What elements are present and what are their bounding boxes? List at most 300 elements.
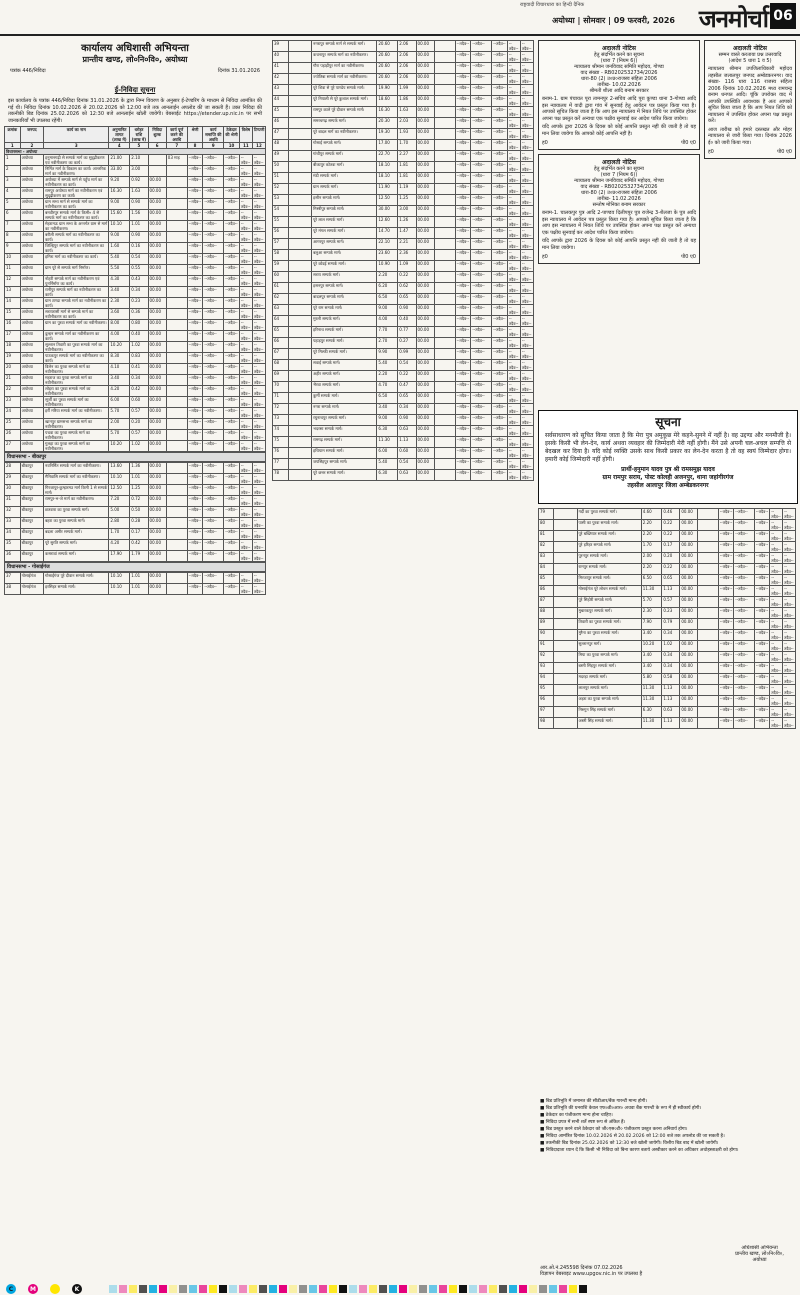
cell-dash: --तदैव-- — [203, 177, 224, 188]
cell-work: हसीन सम्पर्क मार्ग। — [312, 195, 377, 206]
notice3-sig-left: ह0 — [708, 149, 714, 155]
cell-time — [698, 509, 719, 520]
cell-cost: 10.10 — [109, 221, 130, 232]
cell-district — [288, 404, 311, 415]
cell-dash: --तदैव-- — [784, 685, 794, 695]
cell-cost: 1.70 — [641, 542, 662, 553]
cell-dash: --तदैव-- — [520, 261, 533, 272]
newspaper-title: जनमोर्चा — [698, 4, 768, 33]
cell-dash: --तदैव-- — [455, 74, 471, 85]
cell-district — [288, 437, 311, 448]
cell-dash: --तदैव-- — [203, 474, 224, 485]
cell-number: 10 — [5, 254, 21, 265]
cell-district: अयोध्या — [20, 166, 43, 177]
cell-dash: --तदैव-- — [471, 228, 492, 239]
cell-time — [698, 718, 719, 729]
masthead-tagline: राष्ट्रवादी विचारधारा का हिन्दी दैनिक — [520, 2, 585, 8]
cell-work: कसरावां सम्पर्क मार्ग। — [44, 551, 109, 562]
cell-emd: 0.72 — [130, 496, 148, 507]
cell-dash: --तदैव-- — [224, 485, 240, 496]
table-row — [5, 485, 266, 496]
cell-number: 6 — [5, 210, 21, 221]
cell-fee: 00.00 — [416, 41, 434, 52]
cell-fee: 00.00 — [148, 232, 166, 243]
cell-dash: --तदैव-- — [239, 265, 252, 276]
cell-dash: --तदैव-- — [239, 485, 252, 496]
cell-dash: --तदैव-- — [471, 338, 492, 349]
cell-dash: --तदैव-- — [492, 360, 508, 371]
cell-dash: --तदैव-- — [718, 707, 733, 718]
cell-work: सरायरासी मार्ग से सम्पर्क मार्ग का नवीनीकरण का कार्य। — [44, 309, 109, 320]
cell-dash: --तदैव-- — [718, 542, 733, 553]
cell-district — [554, 564, 577, 575]
cell-fee: 00.00 — [680, 707, 698, 718]
cell-dash: --तदैव-- — [507, 371, 520, 382]
cell-dash: --तदैव-- — [455, 140, 471, 151]
cell-emd: 1.01 — [130, 221, 148, 232]
cell-district — [554, 663, 577, 674]
cell-dash: --तदैव-- — [754, 553, 769, 564]
tender-title: ई-निविदा सूचना — [114, 86, 156, 94]
cell-work: पूरे लाल सम्पर्क मार्ग। — [312, 217, 377, 228]
cell-fee: 00.00 — [680, 718, 698, 729]
cell-fee: 00.00 — [416, 404, 434, 415]
cell-dash: --तदैव-- — [224, 265, 240, 276]
notice3-body: न्यायालय श्रीमान उपजिलाधिकारी महोदय तहसील जलालपुर जनपद अम्बेडकरनगर। वाद संख्या- 116 धारा 116 राजस्व संहिता 2006 दिनांक 10.02.2026 मध्य रामचन्द्र बनाम धनपत आदि। चूंकि उपरोक्त वाद में आपकी उपस्थिति आवश्यक है अतः आपको सूचित किया जाता है कि आप नियत तिथि को न्यायालय में उपस्थित होकर अपना पक्ष प्रस्तुत करें। — [708, 66, 792, 124]
cell-dash: --तदैव-- — [734, 509, 755, 520]
cell-cost: 2.70 — [377, 338, 398, 349]
cell-cost: 9.20 — [109, 177, 130, 188]
cell-fee: 00.00 — [680, 685, 698, 696]
cell-cost: 8.30 — [109, 353, 130, 364]
cell-dash: --तदैव-- — [507, 151, 520, 162]
cell-dash: --तदैव-- — [203, 254, 224, 265]
section-label: विधानसभा - अयोध्या — [5, 149, 266, 155]
cell-cost: 21.00 — [109, 155, 130, 166]
color-swatch — [249, 1285, 257, 1293]
cell-cost: 3.40 — [641, 663, 662, 674]
cell-dash: --तदैव-- — [187, 188, 203, 199]
cell-dash: --तदैव-- — [718, 575, 733, 586]
cell-district: अयोध्या — [20, 287, 43, 298]
cell-dash: --तदैव-- — [507, 63, 520, 74]
cell-dash: --तदैव-- — [718, 619, 733, 630]
cell-emd: 2.27 — [398, 151, 416, 162]
cell-dash: --तदैव-- — [520, 426, 533, 437]
cell-fee: 00.00 — [416, 217, 434, 228]
cell-dash: --तदैव-- — [492, 283, 508, 294]
cell-dash: --तदैव-- — [718, 630, 733, 641]
cell-dash: --तदैव-- — [224, 342, 240, 353]
cell-dash: --तदैव-- — [718, 586, 733, 597]
cell-dash: --तदैव-- — [455, 448, 471, 459]
cell-dash: --तदैव-- — [754, 630, 769, 641]
cell-time — [166, 298, 187, 309]
cell-fee: 00.00 — [148, 265, 166, 276]
cell-dash: --तदैव-- — [224, 474, 240, 485]
cell-dash: --तदैव-- — [471, 360, 492, 371]
cell-dash: --तदैव-- — [455, 41, 471, 52]
cell-dash: --तदैव-- — [203, 243, 224, 254]
cell-dash: --तदैव-- — [187, 199, 203, 210]
cell-time — [698, 674, 719, 685]
cell-emd: 0.23 — [662, 608, 680, 619]
section-goshainganj: विधानसभा - गोसाईगंज — [4, 562, 266, 572]
table-colnum-10: 10 — [224, 143, 240, 149]
cell-dash: --तदैव-- — [784, 641, 794, 651]
cell-work: अहीर सम्पर्क मार्ग। — [312, 371, 377, 382]
table-row — [5, 496, 266, 507]
cell-dash: --तदैव-- — [771, 685, 781, 695]
cell-fee: 00.00 — [148, 551, 166, 562]
cell-dash: --तदैव-- — [520, 107, 533, 118]
cell-work: नगरा सम्पर्क मार्ग। — [312, 404, 377, 415]
cell-district: अयोध्या — [20, 331, 43, 342]
cell-work: रामगढ़ सम्पर्क मार्ग। — [312, 437, 377, 448]
cell-dash: --तदैव-- — [203, 265, 224, 276]
table-row — [5, 518, 266, 529]
cell-dash: --तदैव-- — [224, 441, 240, 452]
cell-district — [554, 575, 577, 586]
cell-dash: --तदैव-- — [771, 630, 781, 640]
cell-dash: --तदैव-- — [507, 118, 520, 129]
cell-dash: --तदैव-- — [718, 531, 733, 542]
cell-time — [166, 320, 187, 331]
cell-district — [288, 52, 311, 63]
cell-number: 65 — [273, 327, 289, 338]
cell-dash: --तदैव-- — [471, 162, 492, 173]
cell-time — [166, 309, 187, 320]
cell-number: 11 — [5, 265, 21, 276]
table-row — [5, 474, 266, 485]
cell-time — [698, 608, 719, 619]
cell-number: 28 — [5, 463, 21, 474]
cell-fee: 00.00 — [680, 575, 698, 586]
cell-dash: --तदैव-- — [520, 305, 533, 316]
table-row — [273, 173, 534, 184]
cell-work: हमिरा मार्ग का नवीनीकरण का कार्य। — [44, 254, 109, 265]
cell-emd: 0.20 — [130, 419, 148, 430]
cell-number: 8 — [5, 232, 21, 243]
color-swatch — [389, 1285, 397, 1293]
cell-work: जयसिंहपुर सम्पर्क मार्ग। — [312, 459, 377, 470]
cell-district: गोसाईगंज — [20, 573, 43, 584]
cell-dash: --तदैव-- — [252, 496, 265, 507]
cell-fee: 00.00 — [416, 74, 434, 85]
cell-number: 91 — [539, 641, 554, 652]
notice3-body2: आज तारीख को हमारे दस्तखत और मोहर न्यायालय से जारी किया गया। दिनांक 2026 ई० को जारी किया गया। — [708, 126, 792, 146]
cell-dash: --तदैव-- — [771, 674, 781, 684]
notice1-body2: यदि आपके द्वारा 2026 के दिवस को कोई आपत्ति प्रस्तुत नहीं की जाती है तो यह मान लिया जायेगा कि आपको कोई आपत्ति नहीं है। — [542, 124, 696, 137]
cell-dash: --तदैव-- — [492, 272, 508, 283]
cell-dash: --तदैव-- — [224, 397, 240, 408]
cell-fee: 00.00 — [416, 239, 434, 250]
cell-dash: --तदैव-- — [471, 74, 492, 85]
cell-dash: --तदैव-- — [520, 85, 533, 96]
cell-cost: 18.10 — [377, 162, 398, 173]
cell-dash: --तदैव-- — [734, 674, 755, 685]
cell-dash: --तदैव-- — [455, 305, 471, 316]
cell-emd: 0.42 — [130, 386, 148, 397]
cell-district — [554, 718, 577, 729]
cell-work: पचवा का पुरवा सम्पर्क मार्ग का नवीनीकरण। — [44, 430, 109, 441]
cell-fee: 00.00 — [148, 540, 166, 551]
table-row — [5, 331, 266, 342]
cell-cost: 13.60 — [109, 463, 130, 474]
table-row — [5, 386, 266, 397]
cell-time — [166, 353, 187, 364]
table-row — [273, 217, 534, 228]
cell-dash: --तदैव-- — [239, 375, 252, 386]
cell-dash: --तदैव-- — [203, 232, 224, 243]
cell-fee: 00.00 — [416, 85, 434, 96]
cell-number: 24 — [5, 408, 21, 419]
cell-number: 25 — [5, 419, 21, 430]
color-strip — [108, 1285, 588, 1293]
notices-column — [538, 40, 700, 390]
table-row — [5, 298, 266, 309]
cell-time — [434, 470, 455, 481]
cell-dash: --तदैव-- — [203, 540, 224, 551]
cell-dash: --तदैव-- — [507, 129, 520, 140]
cell-dash: --तदैव-- — [718, 674, 733, 685]
cell-dash: --तदैव-- — [754, 509, 769, 520]
cell-emd: 0.17 — [662, 542, 680, 553]
cell-dash: --तदैव-- — [734, 630, 755, 641]
color-swatch — [499, 1285, 507, 1293]
cell-cost: 5.40 — [377, 360, 398, 371]
cell-dash: --तदैव-- — [471, 371, 492, 382]
cell-district — [288, 239, 311, 250]
footnotes — [540, 1098, 794, 1248]
table-row — [5, 397, 266, 408]
cell-district: अयोध्या — [20, 221, 43, 232]
cell-dash: --तदैव-- — [224, 551, 240, 562]
cell-dash: --तदैव-- — [754, 520, 769, 531]
table-row — [273, 129, 534, 140]
cell-dash: --तदैव-- — [471, 41, 492, 52]
cell-dash: --तदैव-- — [492, 52, 508, 63]
color-swatch — [119, 1285, 127, 1293]
cell-dash: --तदैव-- — [203, 364, 224, 375]
cell-dash: --तदैव-- — [239, 177, 252, 188]
cell-time — [166, 573, 187, 584]
cell-dash: --तदैव-- — [784, 553, 794, 563]
cell-time — [698, 531, 719, 542]
cell-emd: 0.90 — [398, 415, 416, 426]
cell-emd: 1.01 — [130, 474, 148, 485]
cell-dash: --तदैव-- — [203, 155, 224, 166]
cell-number: 16 — [5, 320, 21, 331]
color-swatch — [319, 1285, 327, 1293]
cell-district: अयोध्या — [20, 320, 43, 331]
cell-cost: 10.10 — [109, 573, 130, 584]
table-row — [5, 353, 266, 364]
cell-cost: 10.20 — [641, 641, 662, 652]
cell-fee: 00.00 — [148, 210, 166, 221]
cell-dash: --तदैव-- — [784, 630, 794, 640]
cell-district — [288, 96, 311, 107]
cell-work: अहरा का पुरवा सम्पर्क मार्ग। — [577, 696, 641, 707]
cell-emd: 0.99 — [398, 349, 416, 360]
notice1-body: बनाम-1. ग्राम पंचायत पूरा तामनपुर 2-सचिव आदि पूरा कुण्डा थाना 3-गोण्डा आदि इस न्यायालय में वादी द्वारा गांव में सुनवाई हेतु आवेदन पत्र प्रस्तुत किया गया है। आपको सूचित किया जाता है कि आप इस न्यायालय में नियत तिथि पर उपस्थित होकर अपना पक्ष प्रस्तुत करें अन्यथा एक पक्षीय सुनवाई कर आदेश पारित किया जायेगा। — [542, 96, 696, 122]
cell-emd: 0.16 — [130, 243, 148, 254]
cell-dash: --तदैव-- — [520, 437, 533, 448]
cell-district — [554, 619, 577, 630]
cell-dash: --तदैव-- — [771, 619, 781, 629]
notice1-sig-left: ह0 — [542, 140, 548, 146]
cell-dash: --तदैव-- — [252, 529, 265, 540]
cell-time: 03 माह — [166, 155, 187, 166]
cell-dash: --तदैव-- — [471, 96, 492, 107]
cyan-mark: C — [6, 1284, 16, 1294]
cell-time — [166, 474, 187, 485]
cell-cost: 5.70 — [109, 408, 130, 419]
cell-dash: --तदैव-- — [239, 254, 252, 265]
cell-dash: --तदैव-- — [187, 463, 203, 474]
cell-dash: --तदैव-- — [203, 320, 224, 331]
cell-district — [288, 195, 311, 206]
cell-dash: --तदैव-- — [734, 586, 755, 597]
cell-dash: --तदैव-- — [492, 206, 508, 217]
cell-dash: --तदैव-- — [734, 696, 755, 707]
cell-cost: 19.90 — [377, 85, 398, 96]
cell-number: 27 — [5, 441, 21, 452]
cell-fee: 00.00 — [680, 509, 698, 520]
cell-dash: --तदैव-- — [734, 542, 755, 553]
cell-district — [288, 140, 311, 151]
cell-district — [288, 162, 311, 173]
color-swatch — [299, 1285, 307, 1293]
table-row — [273, 470, 534, 481]
cell-dash: --तदैव-- — [455, 360, 471, 371]
cell-dash: --तदैव-- — [187, 364, 203, 375]
table-row — [273, 206, 534, 217]
cell-dash: --तदैव-- — [455, 63, 471, 74]
cell-fee: 00.00 — [416, 470, 434, 481]
cell-cost: 11.30 — [377, 437, 398, 448]
cell-cost: 17.00 — [377, 140, 398, 151]
cell-dash: --तदैव-- — [187, 210, 203, 221]
color-swatch — [309, 1285, 317, 1293]
cell-dash: --तदैव-- — [492, 184, 508, 195]
cell-cost: 3.40 — [641, 630, 662, 641]
notice2-date: तारीख- 11.02.2026 — [597, 196, 641, 202]
cell-district — [554, 685, 577, 696]
cell-dash: --तदैव-- — [507, 283, 520, 294]
cell-emd: 0.47 — [398, 382, 416, 393]
cell-dash: --तदैव-- — [471, 239, 492, 250]
cell-emd: 0.90 — [130, 232, 148, 243]
cell-number: 72 — [273, 404, 289, 415]
cell-dash: --तदैव-- — [492, 437, 508, 448]
cell-dash: --तदैव-- — [784, 718, 794, 728]
color-swatch — [159, 1285, 167, 1293]
cell-dash: --तदैव-- — [520, 393, 533, 404]
cell-district — [288, 217, 311, 228]
cell-district — [288, 426, 311, 437]
cell-dash: --तदैव-- — [203, 375, 224, 386]
cell-dash: --तदैव-- — [239, 221, 252, 232]
notice2-case: वाद संख्या - RB0202532734/2026 — [580, 184, 658, 190]
cell-emd: 0.40 — [130, 331, 148, 342]
cell-dash: --तदैव-- — [507, 459, 520, 470]
cell-time — [166, 496, 187, 507]
cell-dash: --तदैव-- — [187, 397, 203, 408]
table-row — [273, 360, 534, 371]
table-row — [5, 551, 266, 562]
cell-district — [554, 553, 577, 564]
cell-work: बनवीरपुर सम्पर्क मार्ग के किमी० 4 से सम्पर्क मार्ग का नवीनीकरण का कार्य। — [44, 210, 109, 221]
cell-dash: --तदैव-- — [492, 74, 508, 85]
cell-number: 71 — [273, 393, 289, 404]
black-mark: K — [72, 1284, 82, 1294]
cell-emd: 0.77 — [398, 327, 416, 338]
table-header-12: टिप्पणी — [252, 127, 265, 143]
cell-cost: 16.30 — [377, 107, 398, 118]
cell-dash: --तदैव-- — [771, 707, 781, 717]
cell-dash: --तदैव-- — [471, 470, 492, 481]
cell-number: 96 — [539, 696, 554, 707]
cell-work: पूरे छत्तर सम्पर्क मार्ग। — [312, 470, 377, 481]
cell-dash: --तदैव-- — [734, 575, 755, 586]
masthead — [0, 0, 800, 36]
cell-cost: 7.90 — [641, 619, 662, 630]
cell-dash: --तदैव-- — [252, 353, 265, 364]
color-swatch — [479, 1285, 487, 1293]
cell-emd: 2.06 — [398, 52, 416, 63]
office-division: प्रान्तीय खण्ड, लो०नि०वि०, अयोध्या — [82, 55, 188, 64]
cell-fee: 00.00 — [148, 364, 166, 375]
cell-dash: --तदैव-- — [224, 243, 240, 254]
cell-dash: --तदैव-- — [718, 564, 733, 575]
cell-work: गोसाई सम्पर्क मार्ग। — [312, 140, 377, 151]
cell-dash: --तदैव-- — [224, 298, 240, 309]
cell-cost: 2.20 — [641, 520, 662, 531]
cell-number: 14 — [5, 298, 21, 309]
cell-number: 45 — [273, 107, 289, 118]
cell-number: 86 — [539, 586, 554, 597]
cell-dash: --तदैव-- — [492, 195, 508, 206]
table-row — [5, 265, 266, 276]
cell-work: मुरली सम्पर्क मार्ग। — [312, 316, 377, 327]
cell-dash: --तदैव-- — [203, 287, 224, 298]
cell-work: गर्दी का पुरवा सम्पर्क मार्ग। — [577, 509, 641, 520]
cell-number: 73 — [273, 415, 289, 426]
cell-dash: --तदैव-- — [455, 151, 471, 162]
cell-dash: --तदैव-- — [492, 118, 508, 129]
cell-number: 50 — [273, 162, 289, 173]
cell-dash: --तदैव-- — [771, 586, 781, 596]
cell-work: पूरे सुरति सम्पर्क मार्ग। — [44, 540, 109, 551]
signoff-line2: प्रान्तीय खण्ड, लो०नि०वि०, — [735, 1251, 784, 1257]
cell-dash: --तदैव-- — [718, 663, 733, 674]
cell-dash: --तदैव-- — [754, 542, 769, 553]
cell-time — [166, 254, 187, 265]
cell-emd: 0.34 — [398, 404, 416, 415]
table-row — [273, 283, 534, 294]
cell-dash: --तदैव-- — [734, 564, 755, 575]
cell-dash: --तदैव-- — [754, 641, 769, 652]
table-colnum-5: 5 — [130, 143, 148, 149]
cell-dash: --तदैव-- — [239, 232, 252, 243]
cell-dash: --तदैव-- — [239, 397, 252, 408]
cell-dash: --तदैव-- — [203, 529, 224, 540]
cell-district: अयोध्या — [20, 276, 43, 287]
cell-dash: --तदैव-- — [492, 371, 508, 382]
cell-dash: --तदैव-- — [252, 430, 265, 441]
cell-dash: --तदैव-- — [224, 210, 240, 221]
